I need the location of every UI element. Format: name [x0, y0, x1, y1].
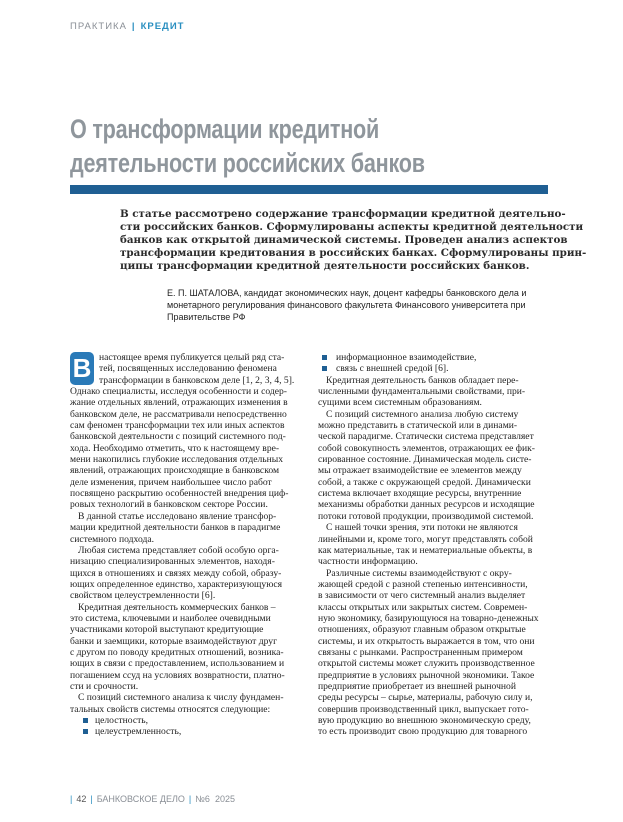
text-line: трансформации в банковском деле [1, 2, 3, 4, 5].: [99, 374, 295, 386]
author-line: Е. П. ШАТАЛОВА, кандидат экономических наук, доцент кафедры банковского дела и: [167, 288, 527, 298]
text-line: жание отдельных явлений, отражающих изменения в: [70, 397, 288, 409]
paragraph: [70, 602, 308, 693]
title-line: О трансформации кредитной: [70, 114, 380, 144]
section-rubric: ПРАКТИКА: [70, 21, 127, 32]
text-line: жающей средой с разной степенью интенсивности,: [318, 578, 528, 590]
text-line: ровых технологий в банковском секторе России.: [70, 499, 268, 511]
title-line: деятельности российских банков: [70, 148, 425, 178]
paragraph: [70, 511, 308, 545]
text-line: совершив производственный цикл, выпускает гото-: [318, 703, 529, 715]
text-line: погашением ссуд на условиях возвратности, платно-: [70, 669, 285, 681]
abstract-line: ципы трансформации кредитной деятельности российских банков.: [120, 260, 530, 272]
text-line: сущими всем системным образованиям.: [318, 397, 482, 409]
text-line: С нашей точки зрения, эти потоки не являются: [326, 522, 518, 534]
text-line: сам феномен трансформации тех или иных аспектов: [70, 420, 285, 432]
text-line: с другом по поводу кредитных отношений, возника-: [70, 646, 284, 658]
text-line: В данной статье исследовано явление трансфор-: [78, 510, 277, 522]
text-line: ческой парадигме. Статически система представляет: [318, 431, 534, 443]
list-item: целеустремленность,: [70, 726, 308, 737]
text-line: это система, ключевыми и наиболее очевидными: [70, 612, 271, 624]
text-line: собой совокупность элементов, отражающих ее фик-: [318, 442, 536, 454]
author-line: Правительстве РФ: [167, 312, 246, 322]
text-line: тальных свойств системы относятся следующие:: [70, 703, 271, 715]
text-line: свойством целеустремленности [6].: [70, 590, 216, 602]
text-line: системы, и их открытость выражается в том, что они: [318, 635, 535, 647]
abstract-line: В статье рассмотрено содержание трансформации кредитной деятельно-: [120, 208, 566, 220]
paragraph: [318, 568, 556, 738]
section-topic: КРЕДИТ: [140, 21, 185, 32]
text-line: частности информацию.: [318, 556, 418, 568]
text-line: участниками которой выступают кредитующие: [70, 624, 264, 636]
text-line: С позиций системного анализа любую систему: [326, 408, 519, 420]
text-line: посвящено раскрытию особенностей внедрения циф-: [70, 488, 289, 500]
paragraph: [318, 522, 556, 567]
issue-number: №6: [195, 794, 210, 804]
text-line: отношениях, образуют главным образом открытые: [318, 624, 526, 636]
paragraph: [70, 692, 308, 715]
text-line: сти и срочности.: [70, 680, 139, 692]
text-line: Однако специалисты, исследуя особенности и содер-: [70, 386, 287, 398]
text-line: предприятие в условиях рыночной экономики. Такое: [318, 669, 535, 681]
author-info: [167, 287, 557, 323]
text-line: предприятие приобретает из внешней рыночной: [318, 680, 516, 692]
list-item: связь с внешней средой [6].: [318, 363, 556, 374]
text-line: потоки готовой продукции, производимой системой.: [318, 510, 534, 522]
left-column: [70, 352, 308, 738]
text-line: ющих определенное единство, характеризующуюся: [70, 578, 283, 590]
journal-name: БАНКОВСКОЕ ДЕЛО: [96, 794, 185, 804]
text-line: настоящее время публикуется целый ряд ста-: [99, 352, 285, 363]
text-line: численными фундаментальными свойствами, при-: [318, 386, 526, 398]
text-line: можно представить в статической или в динами-: [318, 420, 518, 432]
text-line: связаны с рынками. Распространенным примером: [318, 646, 523, 658]
page-footer: [70, 794, 235, 804]
text-line: мы отражает взаимодействие ее элементов между: [318, 465, 522, 477]
text-line: как материальные, так и нематериальные объекты, в: [318, 544, 533, 556]
text-line: банковском деле, не рассматривали непосредственно: [70, 408, 287, 420]
header-separator: |: [131, 21, 136, 32]
issue-year: 2025: [214, 794, 235, 804]
paragraph: [318, 409, 556, 522]
paragraph: [70, 352, 308, 511]
text-line: ющих в связи с предоставлением, использованием и: [70, 658, 285, 670]
section-header: [70, 21, 184, 32]
text-line: явлений, отражающих происходящие в банковском: [70, 465, 280, 477]
author-line: монетарного регулирования финансового факультета Финансового университета при: [167, 300, 526, 310]
abstract-line: сти российских банков. Сформулированы аспекты кредитной деятельности: [120, 221, 584, 233]
right-column: [318, 352, 556, 738]
text-line: ную экономику, базирующуюся на товарно-денежных: [318, 612, 539, 624]
text-line: открытой системы может служить производственное: [318, 658, 535, 670]
text-line: деле изменения, причем наибольшее число работ: [70, 476, 272, 488]
text-line: банковской деятельности с позиций системного под-: [70, 431, 286, 443]
footer-separator: |: [70, 794, 73, 804]
footer-separator: |: [90, 794, 93, 804]
text-line: банки и заемщики, которые взаимодействуют друг: [70, 635, 278, 647]
text-line: Различные системы взаимодействуют с окру-: [326, 567, 512, 579]
list-item: целостность,: [70, 715, 308, 726]
text-line: тей, посвященных исследованию феномена: [99, 363, 277, 375]
abstract-line: трансформации кредитования в российских банках. Сформулированы прин-: [120, 247, 587, 259]
text-line: С позиций системного анализа к числу фундамен-: [78, 692, 284, 704]
paragraph: [70, 545, 308, 602]
text-line: Кредитная деятельность банков обладает пере-: [326, 374, 519, 386]
text-line: система включает входящие ресурсы, внутренние: [318, 488, 522, 500]
text-line: вую продукцию во внешнюю экономическую среду,: [318, 715, 531, 726]
text-line: сированное состояние. Динамическая модель систе-: [318, 454, 532, 466]
text-line: линейными и, кроме того, могут представлять собой: [318, 533, 533, 545]
list-item: информационное взаимодействие,: [318, 352, 556, 363]
text-line: механизмы обработки данных ресурсов и исходящие: [318, 499, 535, 511]
paragraph: [318, 375, 556, 409]
text-line: Кредитная деятельность коммерческих банков –: [78, 601, 276, 613]
text-line: системного подхода.: [70, 533, 155, 545]
text-line: в зависимости от чего системный анализ выделяет: [318, 590, 526, 602]
text-line: то есть производит свою продукцию для товарного: [318, 726, 528, 738]
article-abstract: [120, 208, 587, 273]
text-line: собой, а также с окружающей средой. Динамически: [318, 476, 531, 488]
text-line: классы открытых или закрытых систем. Современ-: [318, 601, 528, 613]
text-line: низацию специализированных элементов, находя-: [70, 556, 275, 568]
text-line: мени накопились глубокие исследования отдельных: [70, 454, 284, 466]
title-rule-bar: [70, 185, 548, 194]
page-number: 42: [76, 794, 87, 804]
text-line: хода. Необходимо отметить, что к настоящему вре-: [70, 442, 280, 454]
text-line: Любая система представляет собой особую орга-: [78, 544, 279, 556]
text-line: среды ресурсы – сырье, материалы, рабочую силу и,: [318, 692, 533, 704]
abstract-line: банков как открытой динамической системы. Проведен анализ аспектов: [120, 234, 568, 246]
drop-cap: В: [70, 352, 94, 385]
footer-separator: |: [188, 794, 192, 804]
text-line: мации кредитной деятельности банков в парадигме: [70, 522, 281, 534]
text-line: щихся в отношениях и связях между собой, образу-: [70, 567, 282, 579]
article-title: [70, 112, 470, 180]
